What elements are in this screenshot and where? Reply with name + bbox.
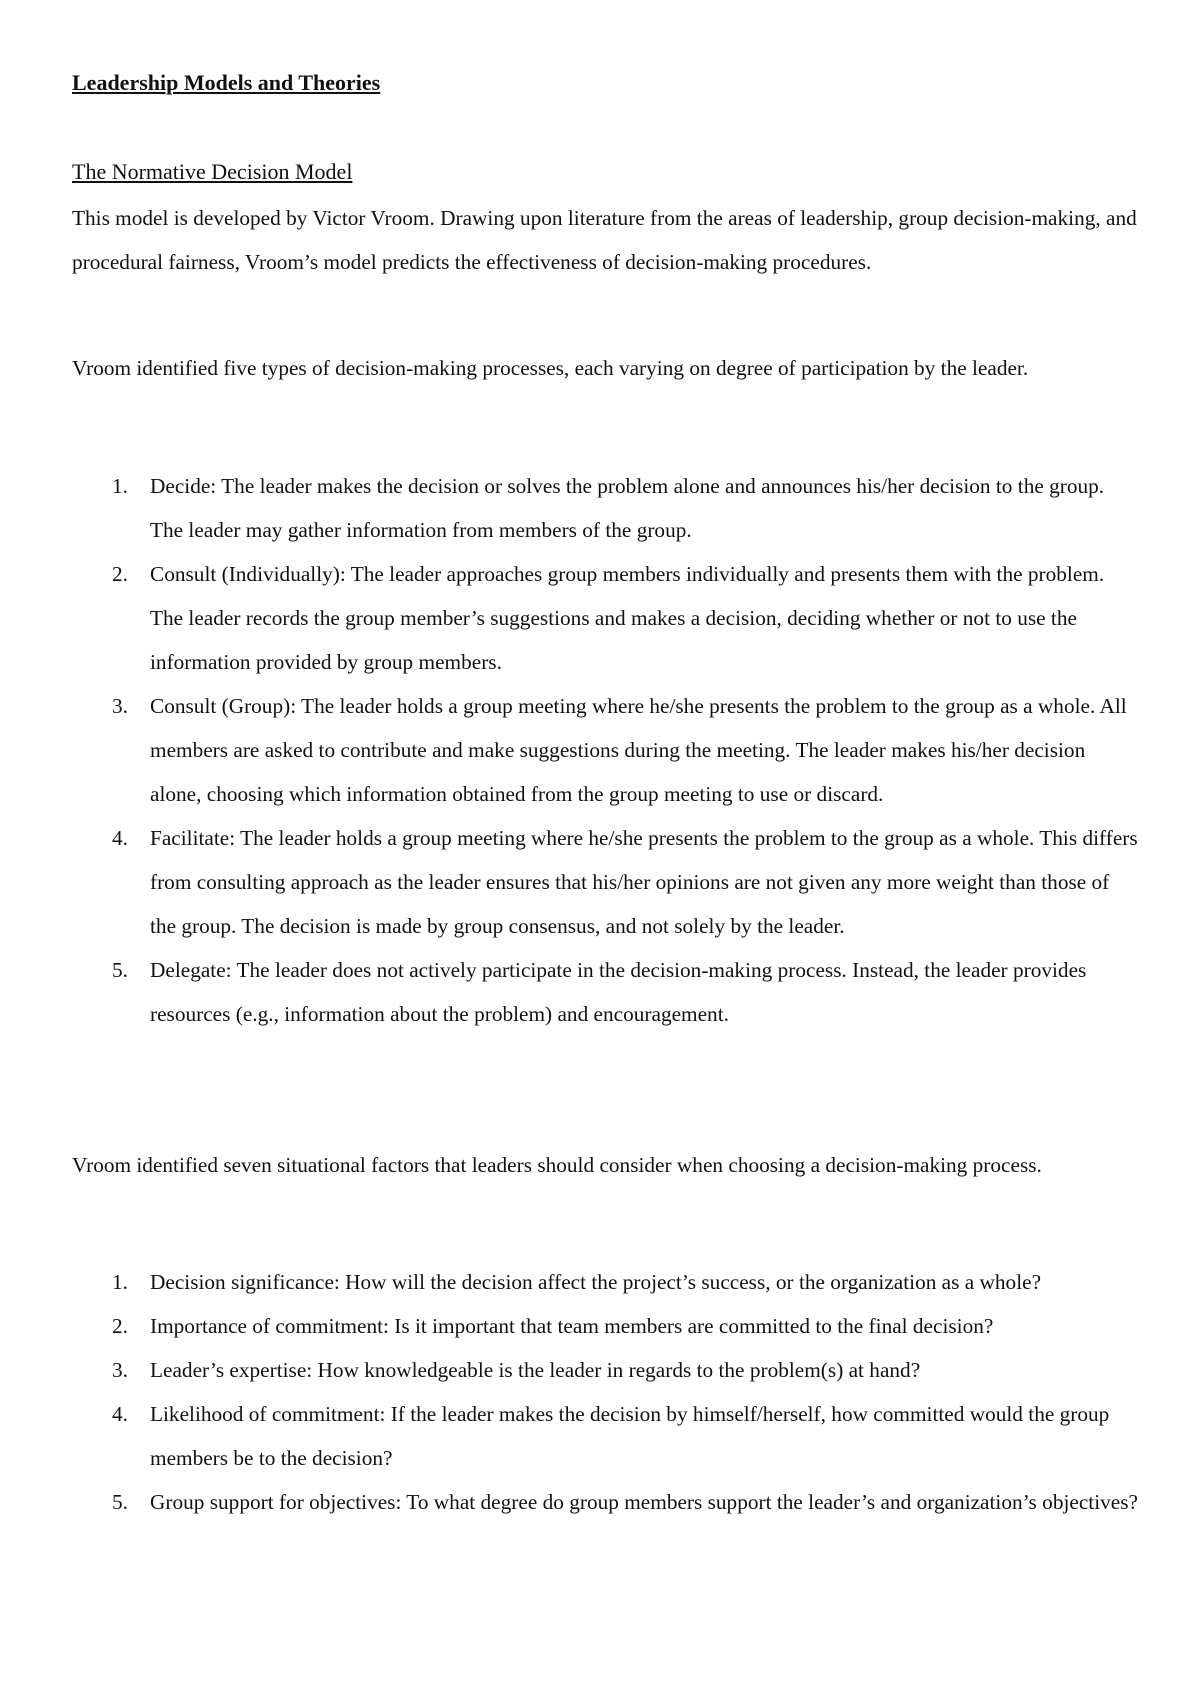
list-item bbox=[72, 1480, 1140, 1524]
list-item bbox=[72, 1260, 1140, 1304]
list-item-number: 4. bbox=[112, 1402, 128, 1426]
document-title: Leadership Models and Theories bbox=[72, 70, 381, 95]
list-item-number: 5. bbox=[112, 1490, 128, 1514]
list-item-text: Consult (Group): The leader holds a group meeting where he/she presents the problem to the group as a whole. All members are asked to contribute and make suggestions during the meeting. The leader makes his/her decision alone, choosing which information obtained from the group meeting to use or discard. bbox=[150, 694, 1127, 806]
list-item-number: 5. bbox=[112, 958, 128, 982]
list-item-number: 1. bbox=[112, 474, 128, 498]
list-item bbox=[72, 1392, 1140, 1480]
list-item-number: 2. bbox=[112, 562, 128, 586]
list-item-text: Group support for objectives: To what degree do group members support the leader’s and organization’s objectives? bbox=[150, 1490, 1138, 1514]
list-item-text: Leader’s expertise: How knowledgeable is the leader in regards to the problem(s) at hand? bbox=[150, 1358, 921, 1382]
list-item-text: Facilitate: The leader holds a group meeting where he/she presents the problem to the group as a whole. This differs from consulting approach as the leader ensures that his/her opinions are not given any more weight than those of the group. The decision is made by group consensus, and not solely by the leader. bbox=[150, 826, 1138, 938]
list-item bbox=[72, 464, 1140, 552]
list-item bbox=[72, 948, 1140, 1036]
decision-types-list bbox=[72, 464, 1140, 1036]
list-item bbox=[72, 1304, 1140, 1348]
list-item-number: 2. bbox=[112, 1314, 128, 1338]
list-item-text: Decision significance: How will the decision affect the project’s success, or the organization as a whole? bbox=[150, 1270, 1042, 1294]
list-item-text: Importance of commitment: Is it important that team members are committed to the final decision? bbox=[150, 1314, 994, 1338]
list-item-number: 1. bbox=[112, 1270, 128, 1294]
section-heading: The Normative Decision Model bbox=[72, 159, 353, 184]
list-item-text: Delegate: The leader does not actively participate in the decision-making process. Instead, the leader provides resources (e.g., information about the problem) and encouragement. bbox=[150, 958, 1087, 1026]
intro-paragraph: This model is developed by Victor Vroom. Drawing upon literature from the areas of leadership, group decision-making, and procedural fairness, Vroom’s model predicts the effectiveness of decision-making procedures. bbox=[72, 206, 1137, 274]
situational-factors-list bbox=[72, 1260, 1140, 1524]
list-item-number: 3. bbox=[112, 694, 128, 718]
list-item bbox=[72, 552, 1140, 684]
list-item bbox=[72, 816, 1140, 948]
list-item-text: Decide: The leader makes the decision or solves the problem alone and announces his/her decision to the group. The leader may gather information from members of the group. bbox=[150, 474, 1105, 542]
list-item bbox=[72, 1348, 1140, 1392]
list-item bbox=[72, 684, 1140, 816]
types-intro-paragraph: Vroom identified five types of decision-making processes, each varying on degree of participation by the leader. bbox=[72, 356, 1029, 380]
list-item-text: Consult (Individually): The leader approaches group members individually and presents them with the problem. The leader records the group member’s suggestions and makes a decision, deciding whether or not to use the information provided by group members. bbox=[150, 562, 1105, 674]
factors-intro-paragraph: Vroom identified seven situational factors that leaders should consider when choosing a decision-making process. bbox=[72, 1153, 1042, 1177]
list-item-text: Likelihood of commitment: If the leader makes the decision by himself/herself, how committed would the group members be to the decision? bbox=[150, 1402, 1110, 1470]
list-item-number: 3. bbox=[112, 1358, 128, 1382]
list-item-number: 4. bbox=[112, 826, 128, 850]
